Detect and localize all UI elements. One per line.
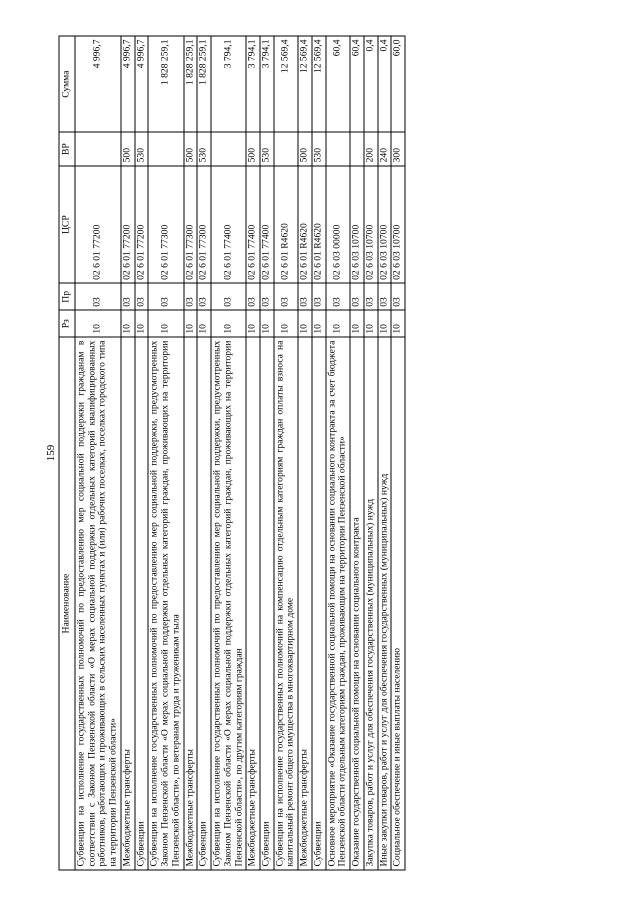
row-sum: 60,0: [391, 36, 405, 132]
row-rz: 10: [273, 310, 297, 337]
table-row: [75, 36, 121, 870]
row-name: Субвенции: [260, 337, 274, 870]
row-sum: 12 569,4: [273, 36, 297, 132]
row-rz: 10: [148, 310, 183, 337]
header-vr: ВР: [59, 132, 75, 166]
row-sum: 1 828 259,1: [183, 36, 197, 132]
table-row: [311, 36, 325, 870]
row-vr: 530: [197, 132, 211, 166]
row-vr: 240: [377, 132, 391, 166]
row-sum: 4 996,7: [120, 36, 134, 132]
row-vr: [75, 132, 121, 166]
row-csr: 02 6 01 77200: [75, 166, 121, 284]
row-vr: [350, 132, 364, 166]
table-row: [148, 36, 183, 870]
row-vr: 300: [391, 132, 405, 166]
row-pr: 03: [391, 283, 405, 310]
row-name: Основное мероприятие «Оказание государственной социальной помощи на основании социального контракта за счет бюджета Пензенской области отдельным категориям граждан, проживающим на территории Пензенской области»: [325, 337, 349, 870]
row-csr: 02 6 01 R4620: [311, 166, 325, 284]
row-rz: 10: [197, 310, 211, 337]
rotated-page-content: [58, 36, 542, 871]
table-row: [273, 36, 297, 870]
row-csr: 02 6 01 77300: [148, 166, 183, 284]
row-vr: 500: [120, 132, 134, 166]
row-vr: 530: [134, 132, 148, 166]
row-pr: 03: [377, 283, 391, 310]
row-rz: 10: [391, 310, 405, 337]
row-vr: 500: [183, 132, 197, 166]
header-pr: Пр: [59, 283, 75, 310]
table-row: [391, 36, 405, 870]
row-pr: 03: [134, 283, 148, 310]
table-row: [363, 36, 377, 870]
row-name: Субвенции: [311, 337, 325, 870]
row-pr: 03: [246, 283, 260, 310]
row-vr: 530: [260, 132, 274, 166]
row-rz: 10: [311, 310, 325, 337]
row-sum: 1 828 259,1: [148, 36, 183, 132]
row-vr: [325, 132, 349, 166]
row-vr: 500: [246, 132, 260, 166]
row-pr: 03: [325, 283, 349, 310]
row-vr: [148, 132, 183, 166]
row-name: Субвенции: [197, 337, 211, 870]
row-sum: 3 794,1: [211, 36, 246, 132]
header-name: Наименование: [59, 337, 75, 870]
row-csr: 02 6 01 77400: [246, 166, 260, 284]
table-row: [120, 36, 134, 870]
row-pr: 03: [197, 283, 211, 310]
row-rz: 10: [363, 310, 377, 337]
row-name: Субвенции на исполнение государственных полномочий на компенсацию отдельным категориям граждан оплаты взноса на капитальный ремонт общего имущества в многоквартирном доме: [273, 337, 297, 870]
row-csr: 02 6 01 77400: [260, 166, 274, 284]
header-rz: Рз: [59, 310, 75, 337]
row-csr: 02 6 01 77400: [211, 166, 246, 284]
row-sum: 60,4: [325, 36, 349, 132]
table-row: [260, 36, 274, 870]
row-csr: 02 6 01 77200: [134, 166, 148, 284]
row-name: Субвенции на исполнение государственных полномочий по предоставлению мер социальной поддержки гражданам в соответствии с Законом Пензенской области «О мерах социальной поддержки отдельных категорий квалифицированных работников, работающих и проживающих в сельских населенных пунктах и (или) рабочих поселках, поселках городского типа на территории Пензенской области»: [75, 337, 121, 870]
row-name: Межбюджетные трансферты: [298, 337, 312, 870]
budget-table: [58, 36, 405, 871]
table-header-row: [59, 36, 75, 870]
row-vr: 200: [363, 132, 377, 166]
row-csr: 02 6 01 77300: [183, 166, 197, 284]
table-row: [350, 36, 364, 870]
row-rz: 10: [211, 310, 246, 337]
row-name: Социальное обеспечение и иные выплаты населению: [391, 337, 405, 870]
row-rz: 10: [120, 310, 134, 337]
header-csr: ЦСР: [59, 166, 75, 284]
row-csr: 02 6 03 00000: [325, 166, 349, 284]
row-pr: 03: [311, 283, 325, 310]
header-sum: Сумма: [59, 36, 75, 132]
row-sum: 12 569,4: [311, 36, 325, 132]
row-rz: 10: [260, 310, 274, 337]
row-sum: 0,4: [363, 36, 377, 132]
row-name: Иные закупки товаров, работ и услуг для обеспечения государственных (муниципальных) нужд: [377, 337, 391, 870]
table-row: [377, 36, 391, 870]
row-pr: 03: [148, 283, 183, 310]
row-rz: 10: [325, 310, 349, 337]
row-pr: 03: [273, 283, 297, 310]
row-pr: 03: [120, 283, 134, 310]
row-csr: 02 6 03 10700: [391, 166, 405, 284]
table-row: [134, 36, 148, 870]
row-name: Межбюджетные трансферты: [120, 337, 134, 870]
row-sum: 4 996,7: [134, 36, 148, 132]
row-name: Субвенции на исполнение государственных полномочий по предоставлению мер социальной поддержки, предусмотренных Законом Пензенской области «О мерах социальной поддержки отдельных категорий граждан, проживающих на территории Пензенской области», по другим категориям граждан: [211, 337, 246, 870]
row-pr: 03: [260, 283, 274, 310]
row-name: Субвенции на исполнение государственных полномочий по предоставлению мер социальной поддержки, предусмотренных Законом Пензенской области «О мерах социальной поддержки отдельных категорий граждан, проживающих на территории Пензенской области», по ветеранам труда и труженикам тыла: [148, 337, 183, 870]
row-name: Межбюджетные трансферты: [183, 337, 197, 870]
row-name: Субвенции: [134, 337, 148, 870]
row-vr: [211, 132, 246, 166]
row-csr: 02 6 03 10700: [377, 166, 391, 284]
table-row: [211, 36, 246, 870]
row-rz: 10: [377, 310, 391, 337]
row-name: Закупка товаров, работ и услуг для обеспечения государственных (муниципальных) нужд: [363, 337, 377, 870]
row-pr: 03: [75, 283, 121, 310]
row-vr: 530: [311, 132, 325, 166]
row-csr: 02 6 03 10700: [363, 166, 377, 284]
row-rz: 10: [298, 310, 312, 337]
page-number: 159: [45, 444, 57, 462]
row-sum: 60,4: [350, 36, 364, 132]
row-csr: 02 6 01 77300: [197, 166, 211, 284]
row-csr: 02 6 01 77200: [120, 166, 134, 284]
table-row: [183, 36, 197, 870]
row-rz: 10: [350, 310, 364, 337]
row-csr: 02 6 01 R4620: [298, 166, 312, 284]
row-name: Межбюджетные трансферты: [246, 337, 260, 870]
row-rz: 10: [183, 310, 197, 337]
row-sum: 12 569,4: [298, 36, 312, 132]
row-csr: 02 6 01 R4620: [273, 166, 297, 284]
row-pr: 03: [363, 283, 377, 310]
row-vr: [273, 132, 297, 166]
row-pr: 03: [298, 283, 312, 310]
row-vr: 500: [298, 132, 312, 166]
row-pr: 03: [350, 283, 364, 310]
row-pr: 03: [211, 283, 246, 310]
row-sum: 0,4: [377, 36, 391, 132]
row-csr: 02 6 03 10700: [350, 166, 364, 284]
table-row: [197, 36, 211, 870]
row-sum: 3 794,1: [246, 36, 260, 132]
row-sum: 4 996,7: [75, 36, 121, 132]
row-rz: 10: [246, 310, 260, 337]
row-sum: 3 794,1: [260, 36, 274, 132]
table-row: [298, 36, 312, 870]
table-row: [246, 36, 260, 870]
row-rz: 10: [134, 310, 148, 337]
row-pr: 03: [183, 283, 197, 310]
row-sum: 1 828 259,1: [197, 36, 211, 132]
row-name: Оказание государственной социальной помощи на основании социального контракта: [350, 337, 364, 870]
row-rz: 10: [75, 310, 121, 337]
table-row: [325, 36, 349, 870]
